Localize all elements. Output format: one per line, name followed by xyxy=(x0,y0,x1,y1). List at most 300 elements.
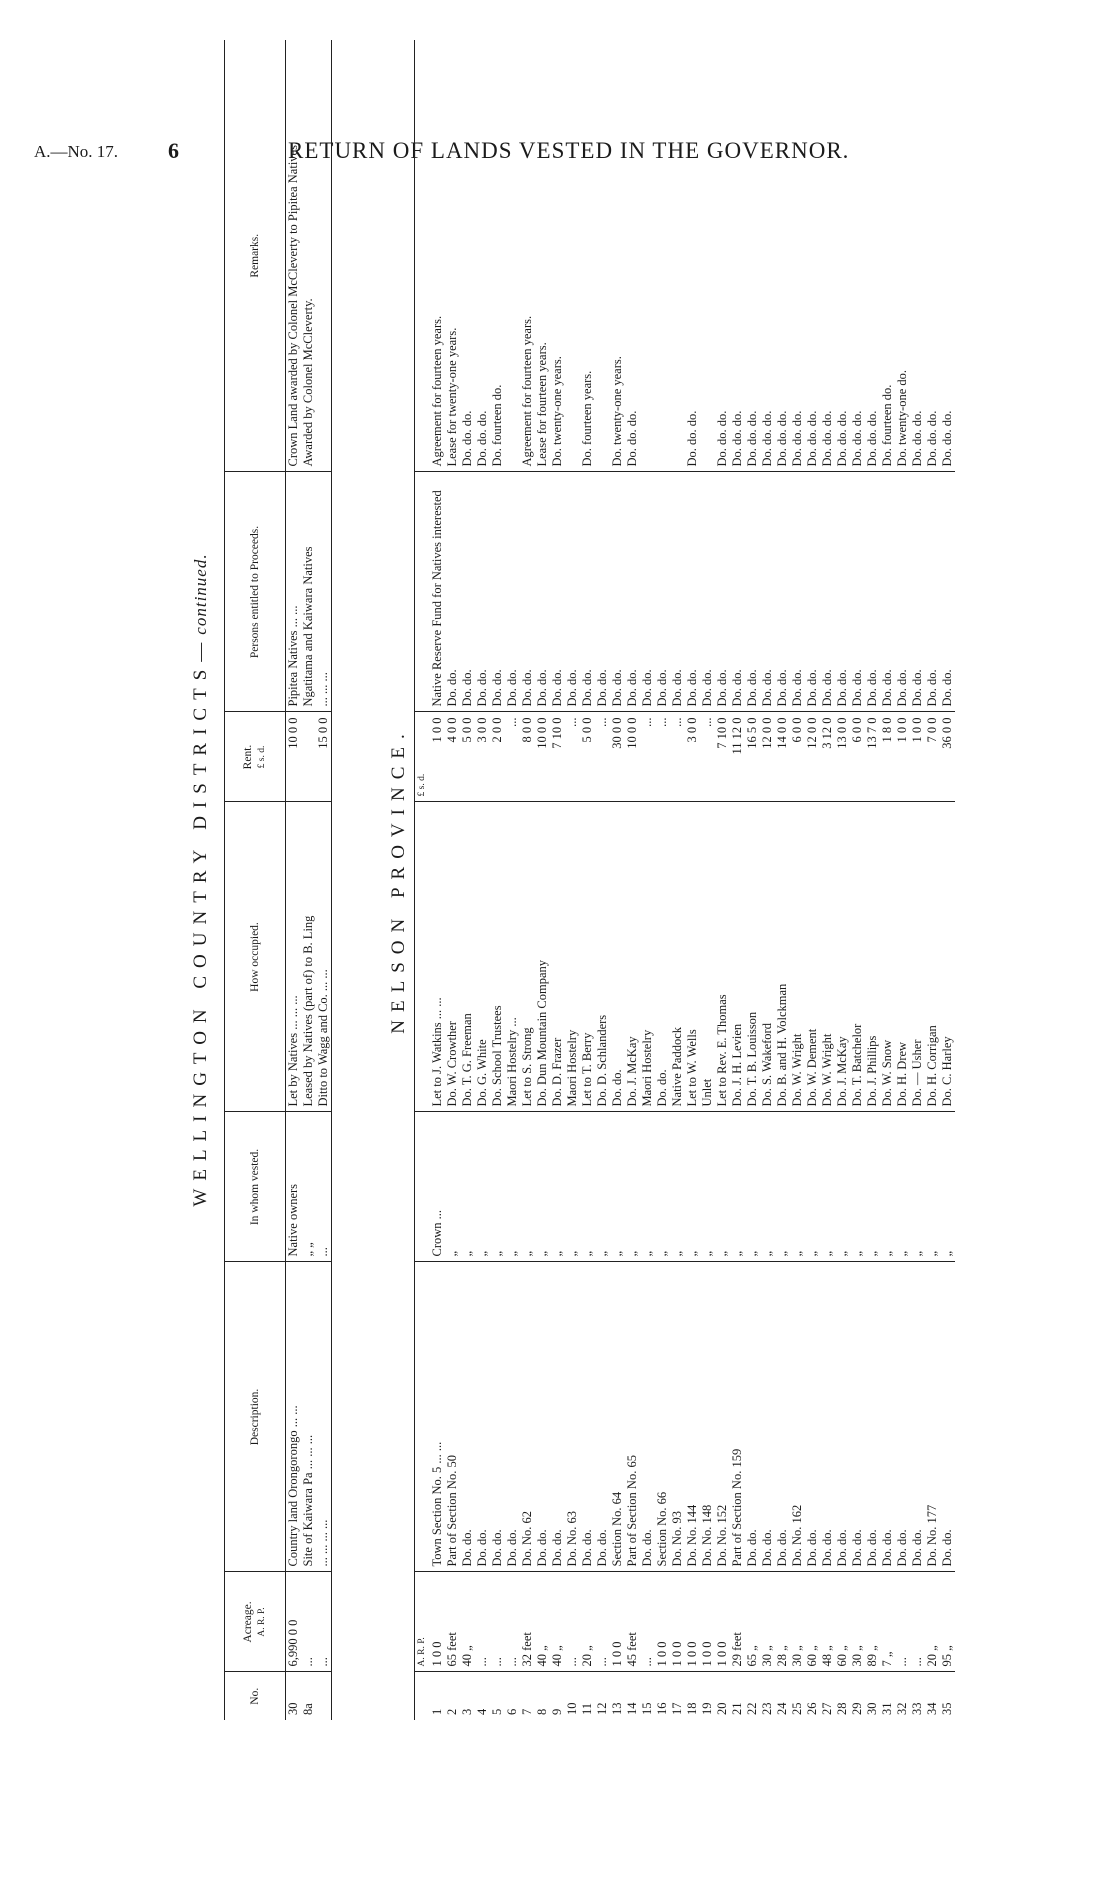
occupied-cell: Do. T. B. Louisson xyxy=(745,802,760,1112)
vested-cell: „ xyxy=(685,1112,700,1262)
table-row xyxy=(910,40,925,1720)
wellington-title-text: WELLINGTON COUNTRY DISTRICTS— xyxy=(190,634,211,1207)
table-row xyxy=(805,40,820,1720)
rent-cell: 10 0 0 xyxy=(625,712,640,802)
rent-cell: 12 0 0 xyxy=(805,712,820,802)
vested-cell: „ xyxy=(880,1112,895,1262)
table-row xyxy=(640,40,655,1720)
occupied-cell: Maori Hostelry xyxy=(565,802,580,1112)
table-row xyxy=(715,40,730,1720)
persons-cell: ... ... ... xyxy=(316,472,332,712)
rent-cell xyxy=(301,712,316,802)
acreage-cell: 1 0 0 xyxy=(715,1572,730,1672)
description-cell: Do. do. xyxy=(535,1262,550,1572)
rent-cell: ... xyxy=(670,712,685,802)
row-number: 8 xyxy=(535,1708,549,1715)
persons-cell: Do. do. xyxy=(610,472,625,712)
rent-cell: 10 0 0 xyxy=(535,712,550,802)
row-number: 21 xyxy=(730,1702,744,1715)
description-cell: Do. do. xyxy=(490,1262,505,1572)
table-row xyxy=(625,40,640,1720)
remarks-cell xyxy=(595,40,610,472)
table-row xyxy=(286,40,302,1720)
rent-cell: ... xyxy=(595,712,610,802)
table-row xyxy=(880,40,895,1720)
nelson-units-row xyxy=(415,40,431,1720)
rent-cell: 6 0 0 xyxy=(790,712,805,802)
acreage-cell: 6,990 0 0 xyxy=(286,1572,302,1672)
description-cell: Do. do. xyxy=(820,1262,835,1572)
occupied-cell: Do. J. H. Levien xyxy=(730,802,745,1112)
description-cell: ... ... ... ... xyxy=(316,1262,332,1572)
remarks-cell xyxy=(640,40,655,472)
persons-cell: Do. do. xyxy=(790,472,805,712)
persons-cell: Do. do. xyxy=(550,472,565,712)
vested-cell: „ xyxy=(730,1112,745,1262)
row-number: 25 xyxy=(790,1702,804,1715)
col-acreage-header: Acreage. A. R. P. xyxy=(225,1572,286,1672)
description-cell: Part of Section No. 65 xyxy=(625,1262,640,1572)
occupied-cell: Do. W. Dement xyxy=(805,802,820,1112)
remarks-cell: Crown Land awarded by Colonel McCleverty to Pipitea Natives. xyxy=(286,40,302,472)
table-row xyxy=(301,40,316,1720)
col-remarks-header: Remarks. xyxy=(225,40,286,472)
remarks-cell xyxy=(505,40,520,472)
occupied-cell: Let to T. Berry xyxy=(580,802,595,1112)
rent-cell: ... xyxy=(700,712,715,802)
table-row xyxy=(610,40,625,1720)
persons-cell: Do. do. xyxy=(895,472,910,712)
persons-cell: Do. do. xyxy=(835,472,850,712)
wellington-section-title xyxy=(190,40,212,1720)
occupied-cell: Leased by Natives (part of) to B. Ling xyxy=(301,802,316,1112)
persons-cell: Do. do. xyxy=(505,472,520,712)
table-row xyxy=(940,40,955,1720)
occupied-cell: Do. W. Crowther xyxy=(445,802,460,1112)
acreage-cell: 32 feet xyxy=(520,1572,535,1672)
persons-cell: Do. do. xyxy=(760,472,775,712)
vested-cell: „ xyxy=(670,1112,685,1262)
remarks-cell: Do. fourteen do. xyxy=(880,40,895,472)
description-cell: Do. do. xyxy=(745,1262,760,1572)
acreage-cell: 28 „ xyxy=(775,1572,790,1672)
acreage-cell: 20 „ xyxy=(925,1572,940,1672)
row-number: 1 xyxy=(430,1708,444,1715)
persons-cell: Do. do. xyxy=(880,472,895,712)
table-row xyxy=(835,40,850,1720)
acreage-cell: ... xyxy=(910,1572,925,1672)
vested-cell: „ xyxy=(550,1112,565,1262)
acreage-cell: ... xyxy=(565,1572,580,1672)
table-row xyxy=(865,40,880,1720)
table-row xyxy=(670,40,685,1720)
description-cell: Do. No. 63 xyxy=(565,1262,580,1572)
table-row xyxy=(595,40,610,1720)
persons-cell: Do. do. xyxy=(730,472,745,712)
acreage-cell: 30 „ xyxy=(790,1572,805,1672)
table-row xyxy=(316,40,332,1720)
col-description-header: Description. xyxy=(225,1262,286,1572)
acreage-cell: 1 0 0 xyxy=(670,1572,685,1672)
col-persons-header: Persons entitled to Proceeds. xyxy=(225,472,286,712)
persons-cell: Do. do. xyxy=(685,472,700,712)
vested-cell: „ xyxy=(610,1112,625,1262)
persons-cell: Ngatitama and Kaiwara Natives xyxy=(301,472,316,712)
rent-cell: 7 0 0 xyxy=(925,712,940,802)
remarks-cell: Do. fourteen do. xyxy=(490,40,505,472)
rent-cell: 4 0 0 xyxy=(445,712,460,802)
remarks-cell: Do. do. do. xyxy=(745,40,760,472)
description-cell: Do. do. xyxy=(505,1262,520,1572)
description-cell: Do. do. xyxy=(850,1262,865,1572)
acreage-cell: 1 0 0 xyxy=(685,1572,700,1672)
acreage-cell: 7 „ xyxy=(880,1572,895,1672)
row-number: 15 xyxy=(640,1702,654,1715)
table-row xyxy=(475,40,490,1720)
persons-cell: Do. do. xyxy=(595,472,610,712)
remarks-cell: Do. twenty-one do. xyxy=(895,40,910,472)
occupied-cell: Do. B. and H. Volckman xyxy=(775,802,790,1112)
occupied-cell: Let to S. Strong xyxy=(520,802,535,1112)
remarks-cell: Do. do. do. xyxy=(775,40,790,472)
rent-cell: 1 0 0 xyxy=(910,712,925,802)
table-row xyxy=(850,40,865,1720)
nelson-rent-units: £ s. d. xyxy=(415,712,431,802)
occupied-cell: Let to W. Wells xyxy=(685,802,700,1112)
acreage-cell: ... xyxy=(490,1572,505,1672)
vested-cell: ... xyxy=(316,1112,332,1262)
table-row xyxy=(730,40,745,1720)
occupied-cell: Do. H. Corrigan xyxy=(925,802,940,1112)
occupied-cell: Do. W. Snow xyxy=(880,802,895,1112)
persons-cell: Do. do. xyxy=(745,472,760,712)
row-number: 10 xyxy=(565,1702,579,1715)
row-number: 16 xyxy=(655,1702,669,1715)
description-cell: Site of Kaiwara Pa ... ... ... xyxy=(301,1262,316,1572)
table-row xyxy=(655,40,670,1720)
persons-cell: Do. do. xyxy=(940,472,955,712)
rent-cell: 7 10 0 xyxy=(550,712,565,802)
remarks-cell: Do. do. do. xyxy=(730,40,745,472)
remarks-cell: Agreement for fourteen years. xyxy=(430,40,445,472)
occupied-cell: Let by Natives ... ... ... xyxy=(286,802,302,1112)
rent-cell: 7 10 0 xyxy=(715,712,730,802)
vested-cell: „ xyxy=(760,1112,775,1262)
remarks-cell: Do. do. do. xyxy=(850,40,865,472)
remarks-cell xyxy=(700,40,715,472)
rent-cell: 1 0 0 xyxy=(430,712,445,802)
table-row xyxy=(430,40,445,1720)
description-cell: Do. No. 148 xyxy=(700,1262,715,1572)
vested-cell: „ xyxy=(820,1112,835,1262)
vested-cell: „ xyxy=(865,1112,880,1262)
persons-cell: Do. do. xyxy=(820,472,835,712)
occupied-cell: Do. J. Phillips xyxy=(865,802,880,1112)
occupied-cell: Do. D. Frazer xyxy=(550,802,565,1112)
acreage-cell: 45 feet xyxy=(625,1572,640,1672)
description-cell: Do. do. xyxy=(580,1262,595,1572)
description-cell: Section No. 64 xyxy=(610,1262,625,1572)
occupied-cell: Do. J. McKay xyxy=(835,802,850,1112)
table-row xyxy=(505,40,520,1720)
vested-cell: „ xyxy=(925,1112,940,1262)
remarks-cell: Do. do. do. xyxy=(685,40,700,472)
occupied-cell: Do. W. Wright xyxy=(820,802,835,1112)
row-number: 30 xyxy=(865,1702,879,1715)
rent-cell: 14 0 0 xyxy=(775,712,790,802)
remarks-cell: Do. do. do. xyxy=(835,40,850,472)
persons-cell: Do. do. xyxy=(910,472,925,712)
acreage-cell: 48 „ xyxy=(820,1572,835,1672)
occupied-cell: Do. do. xyxy=(655,802,670,1112)
rent-cell: 12 0 0 xyxy=(760,712,775,802)
rent-cell: 15 0 0 xyxy=(316,712,332,802)
row-number: 3 xyxy=(460,1708,474,1715)
persons-cell: Do. do. xyxy=(520,472,535,712)
page-title: RETURN OF LANDS VESTED IN THE GOVERNOR. xyxy=(288,138,850,163)
vested-cell: „ xyxy=(475,1112,490,1262)
rent-cell: 5 0 0 xyxy=(580,712,595,802)
rent-cell: ... xyxy=(505,712,520,802)
vested-cell: Crown ... xyxy=(430,1112,445,1262)
description-cell: Do. do. xyxy=(940,1262,955,1572)
remarks-cell: Lease for fourteen years. xyxy=(535,40,550,472)
row-number: 13 xyxy=(610,1702,624,1715)
vested-cell: „ xyxy=(805,1112,820,1262)
row-number: 12 xyxy=(595,1702,609,1715)
remarks-cell xyxy=(670,40,685,472)
description-cell: Section No. 66 xyxy=(655,1262,670,1572)
persons-cell: Do. do. xyxy=(625,472,640,712)
rent-cell: 16 5 0 xyxy=(745,712,760,802)
acreage-cell: 89 „ xyxy=(865,1572,880,1672)
remarks-cell xyxy=(655,40,670,472)
remarks-cell: Do. do. do. xyxy=(715,40,730,472)
persons-cell: Do. do. xyxy=(775,472,790,712)
rent-cell: 3 12 0 xyxy=(820,712,835,802)
vested-cell: „ xyxy=(445,1112,460,1262)
vested-cell: Native owners xyxy=(286,1112,302,1262)
table-row xyxy=(700,40,715,1720)
vested-cell: „ xyxy=(715,1112,730,1262)
acreage-cell: ... xyxy=(301,1572,316,1672)
description-cell: Do. No. 152 xyxy=(715,1262,730,1572)
vested-cell: „ xyxy=(520,1112,535,1262)
remarks-cell: Do. do. do. xyxy=(820,40,835,472)
occupied-cell: Do. S. Wakeford xyxy=(760,802,775,1112)
table-row xyxy=(895,40,910,1720)
vested-cell: „ xyxy=(790,1112,805,1262)
description-cell: Do. do. xyxy=(460,1262,475,1572)
vested-cell: „ xyxy=(745,1112,760,1262)
nelson-table xyxy=(414,40,955,1720)
vested-cell: „ xyxy=(940,1112,955,1262)
occupied-cell: Do. — Usher xyxy=(910,802,925,1112)
occupied-cell: Maori Hostelry xyxy=(640,802,655,1112)
persons-cell: Do. do. xyxy=(445,472,460,712)
description-cell: Do. No. 93 xyxy=(670,1262,685,1572)
table-row xyxy=(685,40,700,1720)
occupied-cell: Let to J. Watkins ... ... xyxy=(430,802,445,1112)
acreage-cell: 1 0 0 xyxy=(610,1572,625,1672)
persons-cell: Do. do. xyxy=(655,472,670,712)
row-number: 27 xyxy=(820,1702,834,1715)
persons-cell: Do. do. xyxy=(565,472,580,712)
row-number: 2 xyxy=(445,1708,459,1715)
acreage-cell: ... xyxy=(895,1572,910,1672)
remarks-cell: Do. do. do. xyxy=(475,40,490,472)
row-number: 4 xyxy=(475,1708,489,1715)
description-cell: Do. do. xyxy=(775,1262,790,1572)
table-row xyxy=(760,40,775,1720)
page-number: 6 xyxy=(168,138,179,163)
description-cell: Part of Section No. 50 xyxy=(445,1262,460,1572)
occupied-cell: Native Paddock xyxy=(670,802,685,1112)
row-number: 26 xyxy=(805,1702,819,1715)
acreage-cell: 65 feet xyxy=(445,1572,460,1672)
occupied-cell: Do. T. G. Freeman xyxy=(460,802,475,1112)
vested-cell: „ xyxy=(595,1112,610,1262)
description-cell: Do. do. xyxy=(640,1262,655,1572)
persons-cell: Do. do. xyxy=(805,472,820,712)
persons-cell: Do. do. xyxy=(865,472,880,712)
nelson-section-title: NELSON PROVINCE. xyxy=(388,726,409,1034)
persons-cell: Pipitea Natives ... ... xyxy=(286,472,302,712)
row-number: 14 xyxy=(625,1702,639,1715)
occupied-cell: Do. G. White xyxy=(475,802,490,1112)
persons-cell: Do. do. xyxy=(850,472,865,712)
persons-cell: Do. do. xyxy=(715,472,730,712)
row-number: 28 xyxy=(835,1702,849,1715)
occupied-cell: Do. J. McKay xyxy=(625,802,640,1112)
occupied-cell: Do. School Trustees xyxy=(490,802,505,1112)
row-number: 5 xyxy=(490,1708,504,1715)
description-cell: Do. do. xyxy=(865,1262,880,1572)
remarks-cell: Do. do. do. xyxy=(925,40,940,472)
vested-cell: „ xyxy=(640,1112,655,1262)
rent-cell: 1 8 0 xyxy=(880,712,895,802)
col-no-header: No. xyxy=(225,1672,286,1720)
row-number: 34 xyxy=(925,1702,939,1715)
table-row xyxy=(550,40,565,1720)
vested-cell: „ „ xyxy=(301,1112,316,1262)
description-cell: Do. do. xyxy=(550,1262,565,1572)
rent-cell: 36 0 0 xyxy=(940,712,955,802)
occupied-cell: Do. do. xyxy=(610,802,625,1112)
persons-cell: Do. do. xyxy=(460,472,475,712)
acreage-cell: 40 „ xyxy=(550,1572,565,1672)
rotated-return-table xyxy=(190,40,1090,1720)
col-vested-header: In whom vested. xyxy=(225,1112,286,1262)
table-row xyxy=(580,40,595,1720)
wellington-table xyxy=(224,40,332,1720)
remarks-cell: Agreement for fourteen years. xyxy=(520,40,535,472)
vested-cell: „ xyxy=(655,1112,670,1262)
row-number: 6 xyxy=(505,1708,519,1715)
persons-cell: Do. do. xyxy=(670,472,685,712)
acreage-cell: 65 „ xyxy=(745,1572,760,1672)
table-row xyxy=(925,40,940,1720)
vested-cell: „ xyxy=(910,1112,925,1262)
row-number: 17 xyxy=(670,1702,684,1715)
remarks-cell: Do. do. do. xyxy=(460,40,475,472)
acreage-cell: 40 „ xyxy=(460,1572,475,1672)
remarks-cell: Do. do. do. xyxy=(760,40,775,472)
document-reference: A.—No. 17. xyxy=(34,142,119,161)
acreage-cell: 1 0 0 xyxy=(430,1572,445,1672)
description-cell: Do. do. xyxy=(910,1262,925,1572)
acreage-cell: 60 „ xyxy=(805,1572,820,1672)
description-cell: Do. No. 62 xyxy=(520,1262,535,1572)
rent-cell: 2 0 0 xyxy=(490,712,505,802)
acreage-cell: 95 „ xyxy=(940,1572,955,1672)
row-number: 31 xyxy=(880,1702,894,1715)
remarks-cell: Do. twenty-one years. xyxy=(550,40,565,472)
acreage-cell: 30 „ xyxy=(850,1572,865,1672)
description-cell: Do. do. xyxy=(895,1262,910,1572)
vested-cell: „ xyxy=(565,1112,580,1262)
description-cell: Do. do. xyxy=(880,1262,895,1572)
rent-cell: 8 0 0 xyxy=(520,712,535,802)
occupied-cell: Ditto to Wagg and Co. ... ... xyxy=(316,802,332,1112)
row-number: 35 xyxy=(940,1702,954,1715)
wellington-rows xyxy=(286,40,332,1720)
remarks-cell: Do. do. do. xyxy=(805,40,820,472)
occupied-cell: Let to Rev. E. Thomas xyxy=(715,802,730,1112)
table-row xyxy=(790,40,805,1720)
row-number: 29 xyxy=(850,1702,864,1715)
row-number: 22 xyxy=(745,1702,759,1715)
col-occupied-header: How occupied. xyxy=(225,802,286,1112)
acreage-cell: ... xyxy=(475,1572,490,1672)
rent-cell: 6 0 0 xyxy=(850,712,865,802)
table-row xyxy=(820,40,835,1720)
occupied-cell: Do. D. Schlanders xyxy=(595,802,610,1112)
remarks-cell: Do. fourteen years. xyxy=(580,40,595,472)
description-cell: Part of Section No. 159 xyxy=(730,1262,745,1572)
row-number: 19 xyxy=(700,1702,714,1715)
occupied-cell: Do. Dun Mountain Company xyxy=(535,802,550,1112)
remarks-cell: Do. do. do. xyxy=(910,40,925,472)
persons-cell: Native Reserve Fund for Natives interested xyxy=(430,472,445,712)
rent-cell: 13 0 0 xyxy=(835,712,850,802)
vested-cell: „ xyxy=(460,1112,475,1262)
row-number: 33 xyxy=(910,1702,924,1715)
remarks-cell: Do. do. do. xyxy=(940,40,955,472)
rent-cell: 11 12 0 xyxy=(730,712,745,802)
occupied-cell: Do. T. Batchelor xyxy=(850,802,865,1112)
vested-cell: „ xyxy=(895,1112,910,1262)
wellington-title-italic: continued. xyxy=(191,553,210,635)
occupied-cell: Do. W. Wright xyxy=(790,802,805,1112)
occupied-cell: Unlet xyxy=(700,802,715,1112)
description-cell: Do. No. 144 xyxy=(685,1262,700,1572)
rent-cell: 3 0 0 xyxy=(685,712,700,802)
rent-cell: ... xyxy=(640,712,655,802)
persons-cell: Do. do. xyxy=(640,472,655,712)
vested-cell: „ xyxy=(580,1112,595,1262)
row-number: 20 xyxy=(715,1702,729,1715)
remarks-cell: Awarded by Colonel McCleverty. xyxy=(301,40,316,472)
occupied-cell: Do. H. Drew xyxy=(895,802,910,1112)
table-row xyxy=(445,40,460,1720)
row-number: 9 xyxy=(550,1708,564,1715)
nelson-rows xyxy=(430,40,955,1720)
description-cell: Do. do. xyxy=(475,1262,490,1572)
description-cell: Town Section No. 5 ... ... xyxy=(430,1262,445,1572)
acreage-cell: 29 feet xyxy=(730,1572,745,1672)
description-cell: Do. do. xyxy=(835,1262,850,1572)
